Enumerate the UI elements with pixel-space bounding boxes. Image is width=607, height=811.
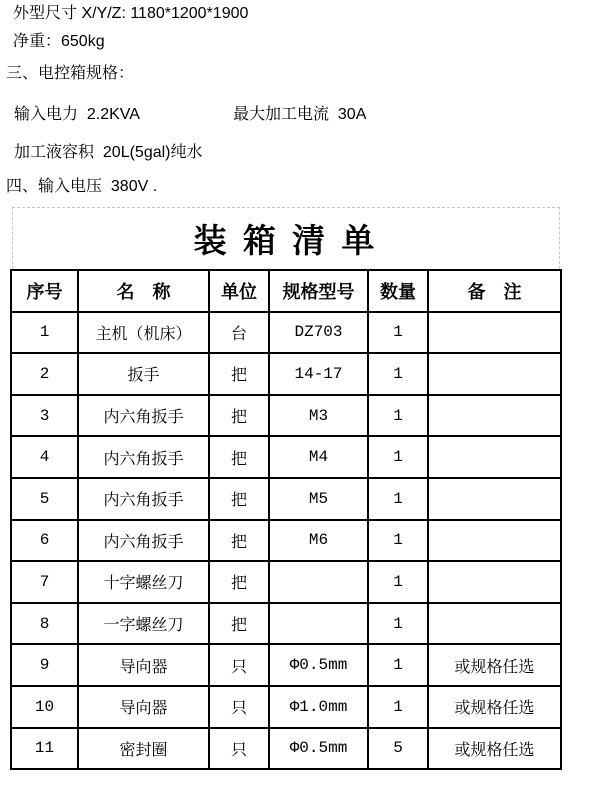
packing-list-title-box — [12, 207, 560, 269]
spec-line-net-weight: 净重：650kg — [13, 33, 105, 50]
cell-name: 导向器 — [78, 686, 209, 728]
cell-index: 1 — [11, 312, 78, 354]
cell-name: 内六角扳手 — [78, 478, 209, 520]
cell-spec: DZ703 — [269, 312, 368, 354]
cell-index: 3 — [11, 395, 78, 437]
packing-list-table — [10, 269, 562, 770]
cell-spec: M3 — [269, 395, 368, 437]
spec-line-fluid-capacity: 加工液容积 20L(5gal)纯水 — [14, 144, 203, 161]
cell-index: 10 — [11, 686, 78, 728]
cell-unit: 只 — [209, 728, 269, 770]
cell-qty: 1 — [368, 561, 428, 603]
table-row — [11, 395, 561, 437]
column-header: 单位 — [209, 270, 269, 312]
cell-spec: Φ0.5mm — [269, 728, 368, 770]
cell-index: 9 — [11, 644, 78, 686]
section-heading-input-voltage: 四、输入电压 380V . — [6, 178, 158, 195]
table-row — [11, 561, 561, 603]
column-header: 序号 — [11, 270, 78, 312]
cell-remark: 或规格任选 — [428, 728, 561, 770]
column-header: 名 称 — [78, 270, 209, 312]
cell-unit: 台 — [209, 312, 269, 354]
cell-remark: 或规格任选 — [428, 644, 561, 686]
cell-unit: 把 — [209, 436, 269, 478]
spec-max-current: 最大加工电流 30A — [233, 106, 367, 123]
table-row — [11, 312, 561, 354]
cell-unit: 把 — [209, 603, 269, 645]
packing-list-title: 装 箱 清 单 — [193, 224, 379, 260]
cell-remark — [428, 520, 561, 562]
table-row — [11, 728, 561, 770]
cell-qty: 1 — [368, 395, 428, 437]
cell-spec: Φ1.0mm — [269, 686, 368, 728]
cell-name: 内六角扳手 — [78, 520, 209, 562]
cell-index: 8 — [11, 603, 78, 645]
cell-remark — [428, 561, 561, 603]
packing-table-header-row — [11, 270, 561, 312]
cell-qty: 1 — [368, 478, 428, 520]
cell-unit: 把 — [209, 520, 269, 562]
cell-name: 内六角扳手 — [78, 436, 209, 478]
table-row — [11, 520, 561, 562]
cell-spec — [269, 603, 368, 645]
cell-qty: 1 — [368, 436, 428, 478]
cell-spec: 14-17 — [269, 353, 368, 395]
cell-index: 2 — [11, 353, 78, 395]
cell-spec — [269, 561, 368, 603]
cell-name: 导向器 — [78, 644, 209, 686]
cell-qty: 1 — [368, 603, 428, 645]
cell-unit: 把 — [209, 353, 269, 395]
column-header: 规格型号 — [269, 270, 368, 312]
cell-unit: 把 — [209, 395, 269, 437]
cell-unit: 只 — [209, 686, 269, 728]
cell-index: 11 — [11, 728, 78, 770]
cell-name: 密封圈 — [78, 728, 209, 770]
column-header: 数量 — [368, 270, 428, 312]
cell-qty: 1 — [368, 520, 428, 562]
spec-input-power: 输入电力 2.2KVA — [14, 106, 140, 123]
cell-index: 7 — [11, 561, 78, 603]
cell-index: 4 — [11, 436, 78, 478]
cell-qty: 1 — [368, 686, 428, 728]
cell-spec: M4 — [269, 436, 368, 478]
cell-spec: M6 — [269, 520, 368, 562]
cell-name: 内六角扳手 — [78, 395, 209, 437]
spec-line-outer-dimensions: 外型尺寸 X/Y/Z: 1180*1200*1900 — [13, 5, 249, 22]
cell-remark — [428, 478, 561, 520]
cell-qty: 5 — [368, 728, 428, 770]
cell-spec: Φ0.5mm — [269, 644, 368, 686]
packing-table-body — [11, 312, 561, 770]
cell-unit: 把 — [209, 561, 269, 603]
cell-remark — [428, 436, 561, 478]
table-row — [11, 478, 561, 520]
cell-unit: 只 — [209, 644, 269, 686]
cell-name: 一字螺丝刀 — [78, 603, 209, 645]
cell-remark — [428, 603, 561, 645]
cell-qty: 1 — [368, 353, 428, 395]
cell-unit: 把 — [209, 478, 269, 520]
table-row — [11, 644, 561, 686]
cell-name: 扳手 — [78, 353, 209, 395]
cell-qty: 1 — [368, 644, 428, 686]
column-header: 备 注 — [428, 270, 561, 312]
cell-qty: 1 — [368, 312, 428, 354]
table-row — [11, 686, 561, 728]
cell-remark — [428, 312, 561, 354]
cell-name: 主机（机床） — [78, 312, 209, 354]
cell-index: 5 — [11, 478, 78, 520]
table-row — [11, 353, 561, 395]
cell-remark — [428, 395, 561, 437]
table-row — [11, 436, 561, 478]
cell-spec: M5 — [269, 478, 368, 520]
table-row — [11, 603, 561, 645]
cell-remark: 或规格任选 — [428, 686, 561, 728]
cell-remark — [428, 353, 561, 395]
section-heading-control-box: 三、电控箱规格： — [6, 65, 135, 82]
cell-name: 十字螺丝刀 — [78, 561, 209, 603]
cell-index: 6 — [11, 520, 78, 562]
